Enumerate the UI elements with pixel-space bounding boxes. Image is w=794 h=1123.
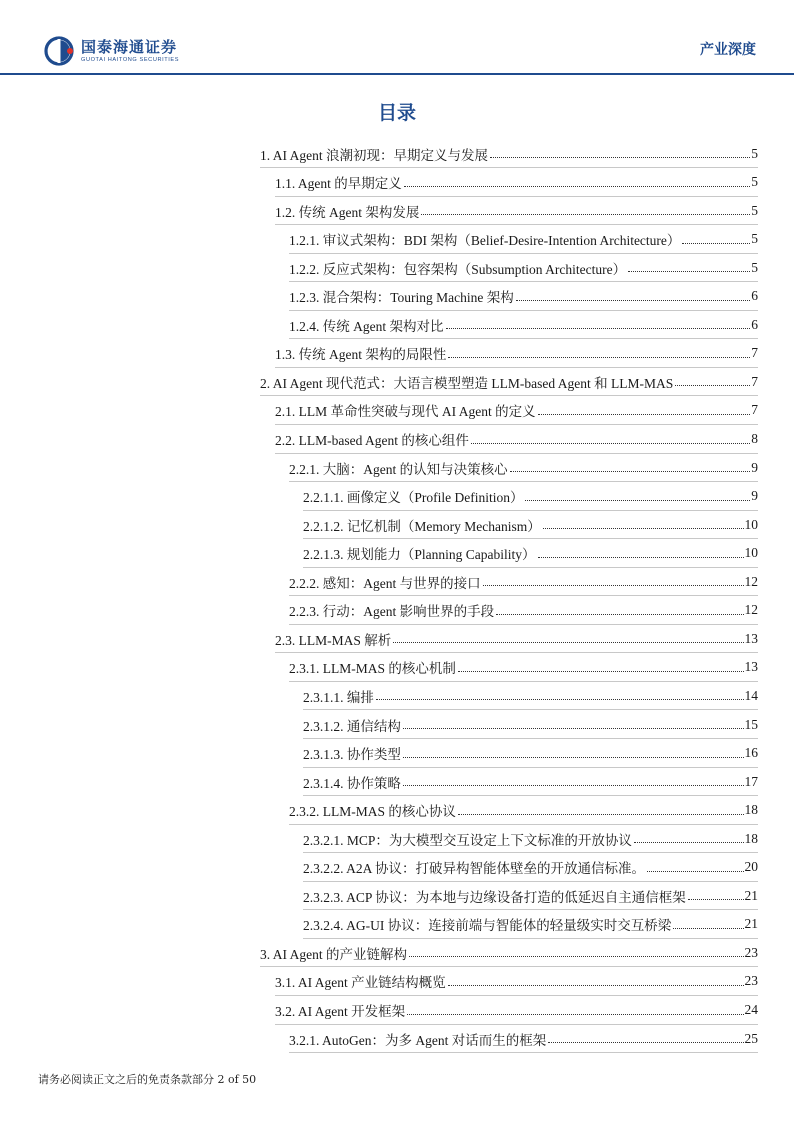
toc-entry-title: 2.3.1.1. 编排 [303,689,374,705]
toc-entry-page: 9 [751,459,758,475]
logo-mark-icon [44,36,76,66]
toc-entry[interactable] [303,768,758,796]
toc-entry-page: 5 [751,202,758,218]
toc-entry-page: 10 [744,516,758,532]
toc-entry-title: 1.2.4. 传统 Agent 架构对比 [289,318,444,334]
toc-entry-page: 24 [744,1002,758,1017]
toc-dot-leader [471,442,750,444]
toc-entry[interactable] [289,654,758,682]
toc-dot-leader [393,641,743,643]
toc-entry-title: 3.1. AI Agent 产业链结构概览 [275,975,446,991]
toc-entry-page: 7 [751,402,758,418]
toc-entry-page: 21 [744,887,758,903]
toc-dot-leader [548,1041,743,1043]
toc-entry[interactable] [303,483,758,511]
toc-dot-leader [688,898,744,900]
toc-dot-leader [446,327,751,329]
toc-entry-page: 10 [744,545,758,561]
toc-entry[interactable] [289,283,758,311]
toc-entry-title: 1.2. 传统 Agent 架构发展 [275,204,420,220]
toc-entry[interactable] [303,825,758,853]
toc-entry-page: 17 [744,773,758,789]
toc-entry[interactable] [289,597,758,625]
toc-entry-title: 2.3.1.2. 通信结构 [303,718,401,734]
toc-dot-leader [421,213,750,215]
toc-dot-leader [543,527,744,529]
toc-dot-leader [458,813,744,815]
toc-entry[interactable] [289,254,758,282]
toc-entry-page: 15 [744,716,758,732]
toc-entry-title: 2.2.3. 行动：Agent 影响世界的手段 [289,604,495,620]
header-divider [0,73,794,75]
toc-entry-title: 2.3.2.3. ACP 协议：为本地与边缘设备打造的低延迟自主通信框架 [303,889,686,905]
toc-entry[interactable] [289,1025,758,1053]
toc-dot-leader [483,584,744,586]
toc-entry-title: 3.2. AI Agent 开发框架 [275,1004,406,1019]
toc-entry-page: 23 [744,944,758,960]
toc-entry-page: 23 [744,973,758,989]
toc-dot-leader [458,670,744,672]
toc-dot-leader [404,185,751,187]
toc-entry-page: 18 [744,830,758,846]
toc-entry[interactable] [275,968,758,996]
company-name-cn: 国泰海通证券 [81,37,178,56]
toc-entry-title: 2.3.1. LLM-MAS 的核心机制 [289,661,456,677]
toc-entry-title: 2.3.1.3. 协作类型 [303,747,401,763]
toc-dot-leader [628,270,750,272]
toc-dot-leader [538,413,751,415]
toc-title: 目录 [377,102,416,124]
toc-entry-page: 5 [751,174,758,190]
toc-entry[interactable] [303,882,758,910]
toc-entry-title: 1. AI Agent 浪潮初现：早期定义与发展 [260,147,488,163]
toc-entry[interactable] [303,682,758,710]
toc-dot-leader [448,984,744,986]
toc-entry[interactable] [275,340,758,368]
toc-entry[interactable] [289,568,758,596]
toc-entry[interactable] [303,854,758,882]
toc-entry[interactable] [303,911,758,939]
toc-entry-title: 2.3.2. LLM-MAS 的核心协议 [289,804,456,820]
toc-entry-title: 1.2.2. 反应式架构：包容架构（Subsumption Architecture） [289,261,627,277]
toc-entry-title: 3. AI Agent 的产业链解构 [260,946,407,962]
toc-entry-page: 5 [751,145,758,161]
toc-entry-title: 2.2.1. 大脑：Agent 的认知与决策核心 [289,461,508,477]
toc-entry-title: 1.3. 传统 Agent 架构的局限性 [275,347,447,363]
toc-dot-leader [525,499,750,501]
toc-entry-title: 2.2.1.1. 画像定义（Profile Definition） [303,490,524,506]
company-logo [44,36,179,66]
toc-dot-leader [673,927,743,929]
toc-entry-title: 2.2.1.3. 规划能力（Planning Capability） [303,547,536,563]
toc-entry-page: 14 [744,687,758,703]
toc-dot-leader [634,841,744,843]
toc-entry-page: 8 [751,431,758,446]
toc-entry-page: 7 [751,373,758,389]
report-type-label: 产业深度 [700,42,756,58]
toc-dot-leader [376,698,744,700]
toc-entry[interactable] [275,625,758,653]
toc-entry-title: 1.1. Agent 的早期定义 [275,176,402,192]
toc-entry-page: 16 [744,745,758,761]
toc-dot-leader [538,556,744,558]
toc-entry-page: 21 [744,916,758,932]
toc-entry[interactable] [303,511,758,539]
toc-entry[interactable] [275,426,758,454]
toc-dot-leader [409,955,744,957]
toc-entry-page: 13 [744,659,758,675]
toc-entry-title: 1.2.1. 审议式架构：BDI 架构（Belief-Desire-Intention Architecture） [289,233,681,249]
toc-entry-page: 5 [751,259,758,275]
toc-entry-title: 2.2. LLM-based Agent 的核心组件 [275,433,469,448]
toc-entry[interactable] [275,997,758,1025]
company-name-en: GUOTAI HAITONG SECURITIES [81,56,180,63]
toc-dot-leader [647,870,743,872]
toc-dot-leader [682,242,750,244]
toc-entry-title: 2.3.1.4. 协作策略 [303,775,401,791]
toc-entry-page: 6 [751,316,758,332]
toc-dot-leader [403,784,744,786]
toc-entry[interactable] [275,197,758,225]
toc-entry[interactable] [289,311,758,339]
toc-entry[interactable] [303,740,758,768]
toc-entry-page: 7 [751,345,758,361]
toc-entry-title: 2.3.2.2. A2A 协议：打破异构智能体壁垒的开放通信标准。 [303,861,646,877]
toc-entry-page: 12 [744,602,758,618]
toc-entry[interactable] [289,226,758,254]
toc-entry-title: 2.2.2. 感知：Agent 与世界的接口 [289,575,481,591]
toc-entry[interactable] [260,140,758,168]
toc-entry-title: 2.3.2.1. MCP：为大模型交互设定上下文标准的开放协议 [303,832,632,848]
toc-dot-leader [407,1013,743,1015]
toc-entry[interactable] [275,169,758,197]
toc-dot-leader [403,727,744,729]
toc-dot-leader [448,356,750,358]
page-footer: 请务必阅读正文之后的免责条款部分 2 of 50 [38,1073,257,1086]
toc-dot-leader [490,156,750,158]
toc-dot-leader [516,299,750,301]
toc-dot-leader [403,756,744,758]
toc-entry[interactable] [289,454,758,482]
toc-entry-page: 12 [744,573,758,589]
toc-entry-page: 18 [744,802,758,818]
toc-entry-page: 6 [751,288,758,304]
toc-entry-title: 2.3. LLM-MAS 解析 [275,632,392,648]
page-header [0,0,794,76]
toc-entry-title: 3.2.1. AutoGen：为多 Agent 对话而生的框架 [289,1032,547,1048]
toc-entry-page: 20 [744,859,758,875]
toc-entry-title: 2.2.1.2. 记忆机制（Memory Mechanism） [303,518,541,534]
toc-dot-leader [496,613,743,615]
toc-entry-page: 25 [744,1030,758,1046]
toc-entry[interactable] [303,711,758,739]
toc-entry-page: 5 [751,231,758,247]
toc-entry[interactable] [289,797,758,825]
toc-entry[interactable] [260,939,758,967]
toc-dot-leader [675,384,750,386]
toc-entry-title: 2. AI Agent 现代范式：大语言模型塑造 LLM-based Agent 和 LLM-MAS [260,375,674,391]
toc-entry-title: 1.2.3. 混合架构：Touring Machine 架构 [289,290,514,306]
toc-dot-leader [510,470,751,472]
toc-entry[interactable] [303,540,758,568]
toc-entry[interactable] [260,368,758,396]
toc-entry-page: 13 [744,630,758,646]
toc-entry-page: 9 [751,488,758,504]
toc-entry-title: 2.1. LLM 革命性突破与现代 AI Agent 的定义 [275,404,536,420]
toc-entry[interactable] [275,397,758,425]
toc-entry-title: 2.3.2.4. AG-UI 协议：连接前端与智能体的轻量级实时交互桥梁 [303,918,672,934]
